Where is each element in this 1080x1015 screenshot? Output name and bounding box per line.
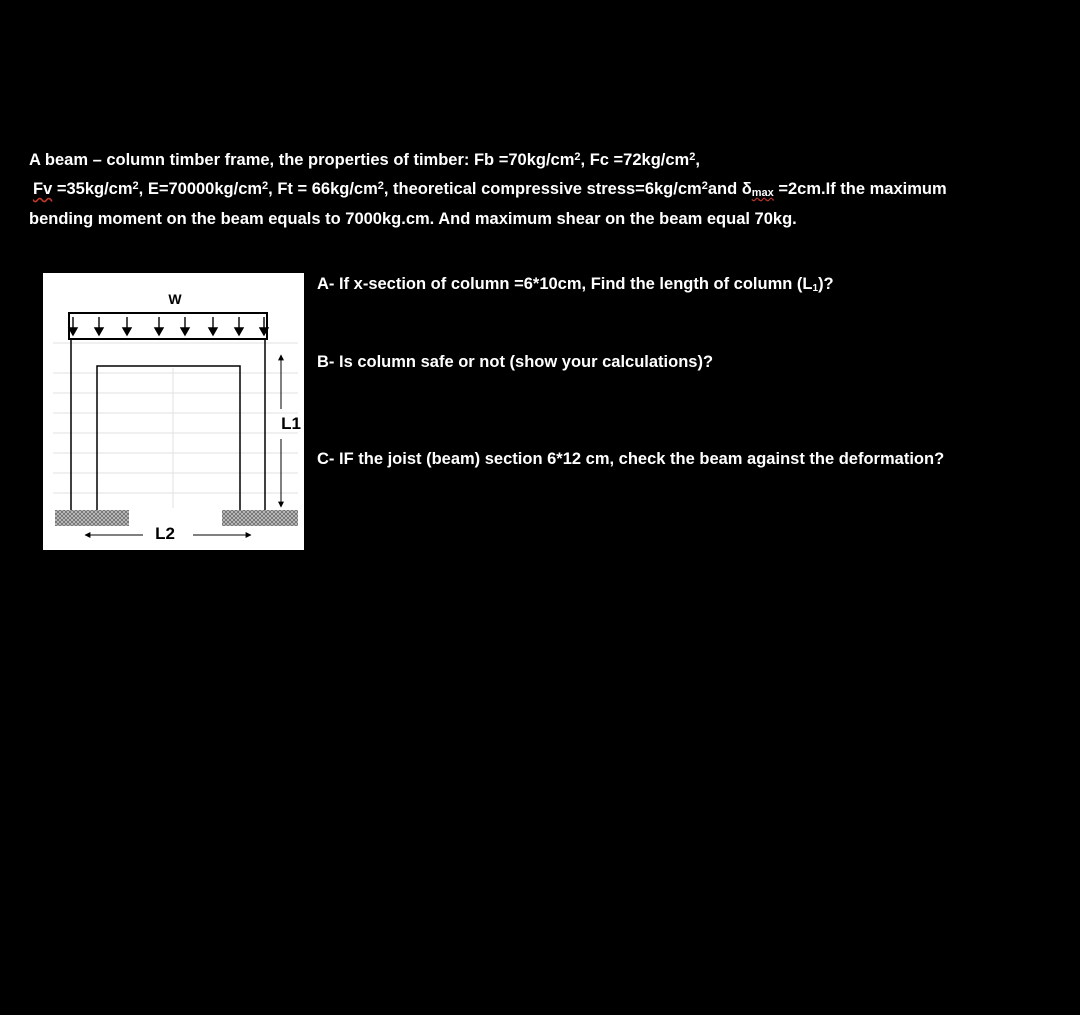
problem-line-2: $Fv =35kg/cm^2$, $E=70000kg/cm^2$, $Ft = 66kg/cm^2$, theoretical compressive $stress=6kg/cm^2and$ δmax =2cm.If the maximum bbox=[33, 180, 947, 199]
span-label: L2 bbox=[155, 524, 175, 543]
problem-statement bbox=[29, 144, 1059, 232]
height-label: L1 bbox=[281, 414, 301, 433]
question-c: C- IF the joist (beam) section 6*12 cm, check the beam against the deformation? bbox=[317, 450, 945, 468]
frame-diagram bbox=[43, 273, 304, 550]
right-support bbox=[222, 510, 298, 526]
frame-inner bbox=[97, 366, 240, 510]
problem-line-1: A beam – column timber frame, the properties of timber: $Fb =70kg/cm^2$, $Fc =72kg/cm^2$, bbox=[29, 151, 700, 169]
load-label: W bbox=[168, 291, 182, 307]
frame-diagram-svg bbox=[43, 273, 304, 550]
frame-outer bbox=[71, 339, 265, 510]
question-b: B- Is column safe or not (show your calculations)? bbox=[317, 353, 714, 371]
left-support bbox=[55, 510, 129, 526]
background-grid bbox=[53, 343, 298, 508]
question-a: A- If x-section of column =6*10cm, Find the length of column (L1)? bbox=[317, 275, 834, 294]
problem-line-3: bending moment on the beam equals to 7000kg.cm. And maximum shear on the beam equal 70kg. bbox=[29, 210, 797, 228]
load-arrows bbox=[69, 317, 268, 335]
